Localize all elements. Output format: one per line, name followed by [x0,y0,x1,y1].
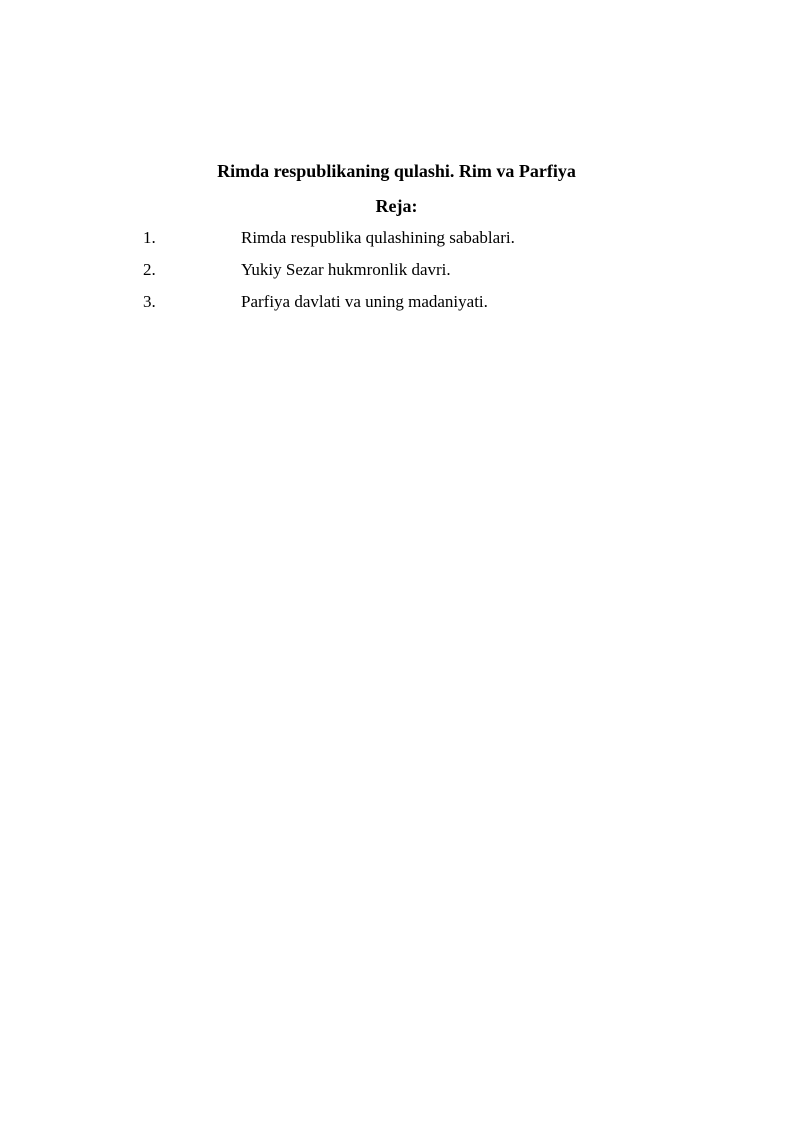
list-item-text: Rimda respublika qulashining sabablari. [241,228,515,247]
list-item [0,258,793,290]
list-item-number: 1. [143,228,156,247]
list-item [0,226,793,258]
plan-heading: Reja: [375,196,418,216]
list-item-text: Yukiy Sezar hukmronlik davri. [241,260,451,279]
list-item-text: Parfiya davlati va uning madaniyati. [241,292,488,311]
document-title: Rimda respublikaning qulashi. Rim va Parfiya [217,161,576,181]
list-item-number: 3. [143,292,156,311]
list-item-number: 2. [143,260,156,279]
plan-list [0,226,793,322]
list-item [0,290,793,322]
